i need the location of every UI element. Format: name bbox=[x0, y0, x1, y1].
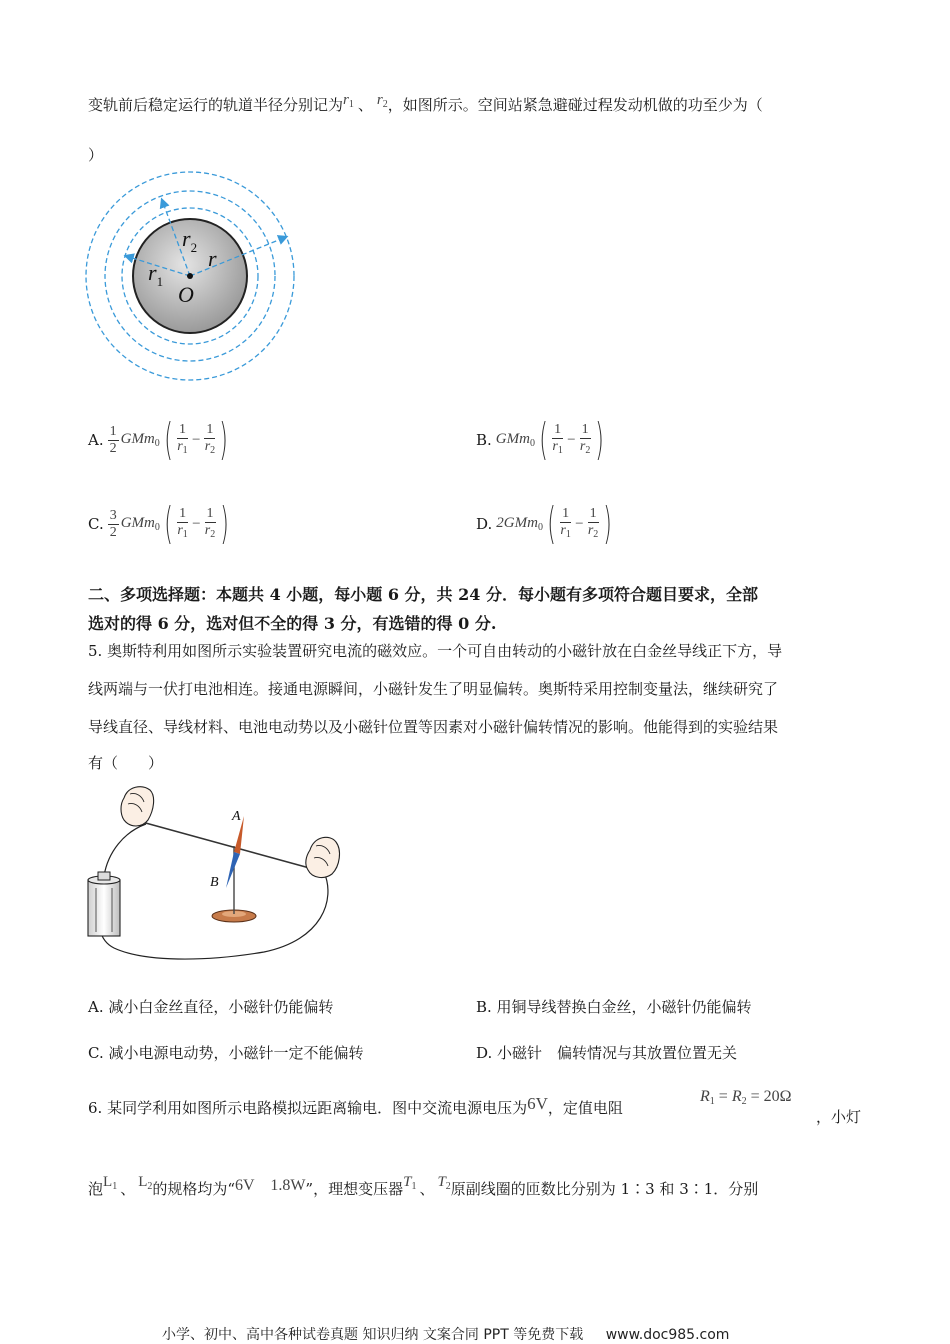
q4-option-c[interactable] bbox=[88, 496, 233, 552]
label-r: r bbox=[208, 246, 217, 271]
label-O: O bbox=[178, 282, 194, 307]
q4-r1: $r_1$ bbox=[343, 92, 354, 110]
q4-line1-after: ，如图所示。空间站紧急避碰过程发动机做的功至少为（ bbox=[387, 96, 763, 114]
right-hand bbox=[306, 837, 340, 877]
label-r1: $r_1$ bbox=[148, 260, 164, 289]
label-r2: $r_2$ bbox=[182, 226, 198, 255]
footer-text: 小学、初中、高中各种试卷真题 知识归纳 文案合同 PPT 等免费下载 bbox=[162, 1327, 584, 1343]
q5-option-c[interactable]: C. 减小电源电动势，小磁针一定不能偏转 bbox=[88, 1044, 364, 1062]
q4-r2: $r_2$ bbox=[376, 92, 388, 110]
q5-line1: 5. 奥斯特利用如图所示实验装置研究电流的磁效应。一个可自由转动的小磁针放在白金丝导线正下方，导 bbox=[88, 642, 783, 660]
q5-option-a[interactable]: A. 减小白金丝直径，小磁针仍能偏转 bbox=[88, 998, 334, 1016]
q4-line1 bbox=[88, 92, 763, 115]
oersted-figure bbox=[84, 780, 346, 970]
q5-option-b[interactable]: B. 用铜导线替换白金丝，小磁针仍能偏转 bbox=[476, 998, 752, 1016]
q6-T1: $T_1$ bbox=[403, 1174, 417, 1192]
option-b-formula: GMm$_0$ ( $\frac{1}{r_1}$ − $\frac{1}{r_2}$ ) bbox=[495, 414, 604, 465]
q6-voltage: 6V bbox=[527, 1094, 548, 1113]
left-hand bbox=[121, 787, 154, 826]
q5-line3: 导线直径、导线材料、电池电动势以及小磁针位置等因素对小磁针偏转情况的影响。他能得到的实验结果 bbox=[88, 718, 779, 736]
option-c-formula: $\frac{3}{2}$ GMm$_0$ ( $\frac{1}{r_1}$ − $\frac{1}{r_2}$ ) bbox=[109, 498, 229, 549]
option-d-label: D. bbox=[476, 515, 493, 533]
option-a-label: A. bbox=[88, 431, 104, 449]
connecting-wire bbox=[100, 824, 328, 959]
q6-line1: 6. 某同学利用如图所示电路模拟远距离输电．图中交流电源电压为6V，定值电阻 bbox=[88, 1094, 623, 1117]
option-a-formula: $\frac{1}{2}$ GMm$_0$ ( $\frac{1}{r_1}$ − $\frac{1}{r_2}$ ) bbox=[109, 414, 229, 465]
q5-line4: 有（ ） bbox=[88, 754, 164, 772]
footer-ad bbox=[162, 1324, 729, 1344]
q4-option-a[interactable] bbox=[88, 412, 233, 468]
q5-line2: 线两端与一伏打电池相连。接通电源瞬间，小磁针发生了明显偏转。奥斯特采用控制变量法，继续研究了 bbox=[88, 680, 779, 698]
q6-spec: 6V 1.8W bbox=[235, 1177, 306, 1194]
q6-T2: $T_2$ bbox=[437, 1174, 451, 1192]
q4-line1-before: 变轨前后稳定运行的轨道半径分别记为 bbox=[88, 96, 344, 114]
q4-sep: 、 bbox=[357, 96, 373, 114]
q6-L2: $L_2$ bbox=[138, 1174, 153, 1192]
q6-line1-tail: ，小灯 bbox=[816, 1108, 862, 1126]
q6-line2: 泡$L_1$ 、 $L_2$的规格均为“6V 1.8W”，理想变压器$T_1$ 、 $T_2$原副线圈的匝数比分别为 1∶3 和 3∶1．分别 bbox=[88, 1174, 759, 1198]
q5-option-d[interactable]: D. 小磁针 偏转情况与其放置位置无关 bbox=[476, 1044, 738, 1062]
q4-line2: ） bbox=[88, 146, 104, 164]
needle-label-b: B bbox=[210, 875, 219, 890]
q6-resistance: $R_1 = R_2 = 20\Omega$ bbox=[700, 1088, 792, 1107]
center-dot bbox=[187, 273, 193, 279]
footer-url[interactable]: www.doc985.com bbox=[605, 1327, 730, 1343]
needle-label-a: A bbox=[232, 809, 241, 824]
q6-L1: $L_1$ bbox=[103, 1174, 118, 1192]
q4-option-b[interactable] bbox=[476, 412, 608, 468]
option-d-formula: 2GMm$_0$ ( $\frac{1}{r_1}$ − $\frac{1}{r_2}$ ) bbox=[496, 498, 612, 549]
voltaic-battery bbox=[88, 872, 120, 936]
magnetic-needle-south bbox=[226, 852, 240, 888]
section2-heading-line2: 选对的得 6 分，选对但不全的得 3 分，有选错的得 0 分. bbox=[88, 614, 497, 633]
orbit-figure bbox=[84, 170, 300, 386]
option-b-label: B. bbox=[476, 431, 492, 449]
q4-option-d[interactable] bbox=[476, 496, 616, 552]
option-c-label: C. bbox=[88, 515, 104, 533]
section2-heading-line1: 二、多项选择题：本题共 4 小题，每小题 6 分，共 24 分．每小题有多项符合题目要求，全部 bbox=[88, 585, 758, 604]
